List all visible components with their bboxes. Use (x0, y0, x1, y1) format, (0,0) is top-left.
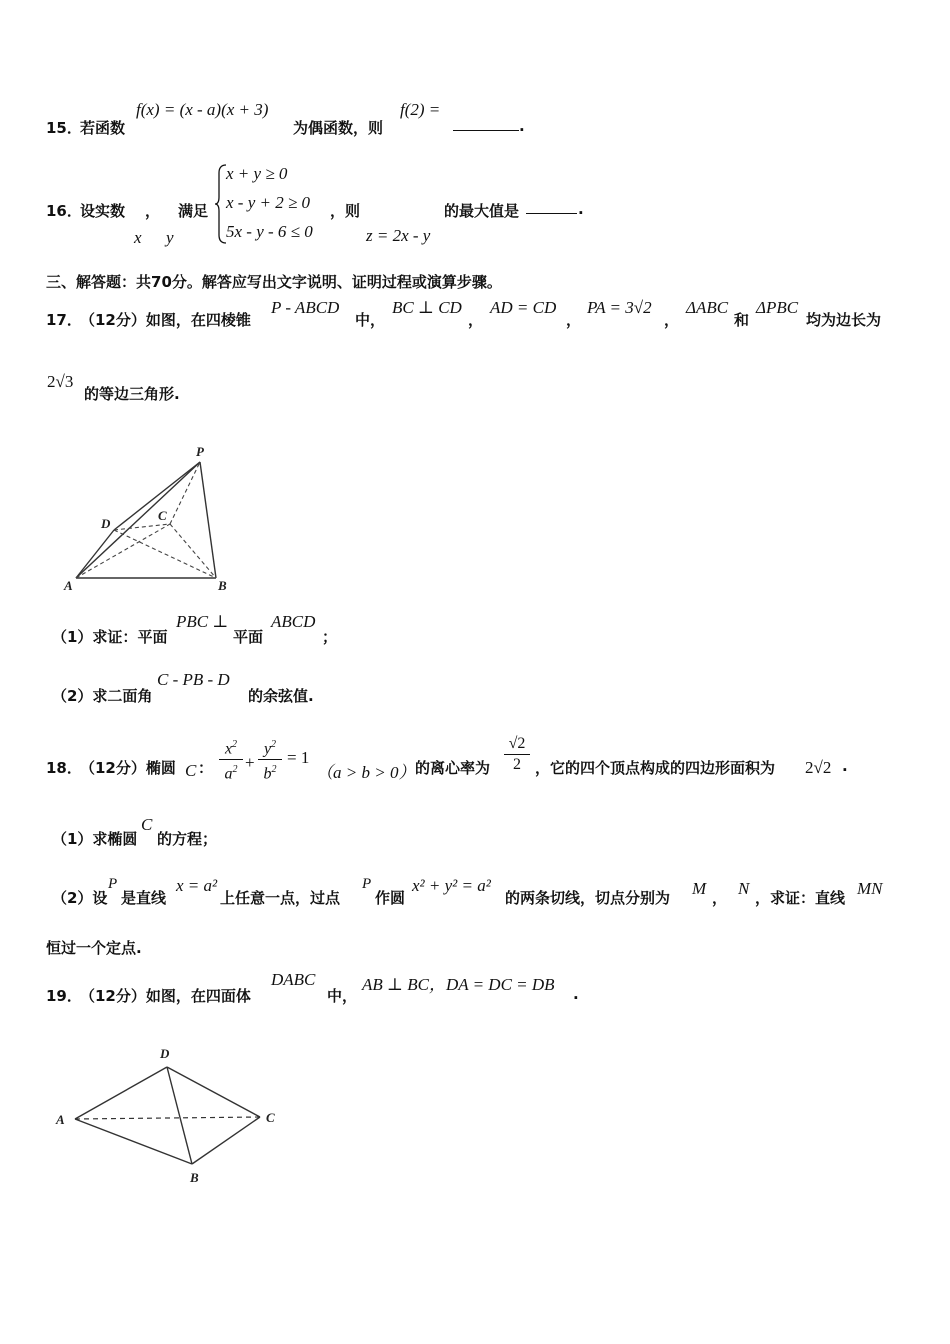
q18-ecc-den: 2 (513, 756, 521, 773)
q18-part2-n: N (738, 879, 750, 898)
q16-text-4: 的最大值是 (444, 202, 520, 220)
q15-text-1: 若函数 (80, 119, 126, 137)
q18-colon: ： (198, 759, 214, 777)
q19-number: 19． (46, 987, 82, 1005)
q15-f2: f(2) = (400, 100, 441, 119)
q18-condition: （a > b > 0） (316, 763, 416, 782)
q19-figure (50, 1040, 290, 1190)
q19-label-b: B (190, 1170, 199, 1185)
section-heading: 三、解答题：共70分。解答应写出文字说明、证明过程或演算步骤。 (46, 273, 502, 291)
q16-constraint-1: x + y ≥ 0 (226, 164, 288, 183)
q18-part2-g: ，求证：直线 (755, 889, 846, 907)
q18-number: 18． (46, 759, 82, 777)
q18-part2-m: M (692, 879, 707, 898)
q18-text-2: ，它的四个顶点构成的四边形面积为 (535, 759, 776, 777)
q17-bc-perp: BC ⊥ CD (392, 298, 462, 317)
q19-tetrahedron: DABC (271, 970, 316, 989)
q17-zhong: 中， (355, 311, 386, 329)
q18-part2-f: ， (712, 889, 728, 907)
q18-text-1: 的离心率为 (415, 759, 491, 777)
q17-triangle-abc: ΔABC (686, 298, 729, 317)
q17-label-b: B (218, 578, 227, 593)
q19-label-d: D (160, 1046, 170, 1061)
q17-part1-pbc: PBC ⊥ (176, 612, 229, 631)
q18-frac-y: $\frac{y^2}{b^2}$ (258, 735, 282, 785)
q18-score: （12分）椭圆 (80, 759, 176, 777)
q17-pa: PA = 3√2 (587, 298, 652, 317)
q19-condition: AB ⊥ BC，DA = DC = DB (362, 975, 555, 994)
q17-pyramid: P - ABCD (271, 298, 340, 317)
q18-part2-line: x = a² (176, 876, 218, 895)
q16-text-2: 满足 (178, 202, 209, 220)
q18-part2-c: 上任意一点，过点 (220, 889, 341, 907)
q17-part1-a: （1）求证：平面 (52, 628, 168, 646)
q19-label-a: A (56, 1112, 65, 1127)
q17-figure (56, 440, 236, 595)
q17-part2-a: （2）求二面角 (52, 687, 153, 705)
q16-text-1: 设实数 (80, 202, 126, 220)
q16-text-3: ，则 (330, 202, 361, 220)
q18-part2-d: 作圆 (375, 889, 406, 907)
q17-score: （12分）如图，在四棱锥 (80, 311, 251, 329)
q15-end: . (519, 117, 525, 135)
q16-objective: z = 2x - y (366, 226, 431, 245)
q18-eccentricity (504, 734, 530, 775)
q15-function: f(x) = (x - a)(x + 3) (136, 100, 269, 119)
q17-part1-b: 平面 (233, 628, 264, 646)
q19-end: . (573, 985, 579, 1003)
q15-number: 15． (46, 119, 82, 137)
q18-part2-mn: MN (857, 879, 883, 898)
q16-constraint-3: 5x - y - 6 ≤ 0 (226, 222, 313, 241)
q17-label-c: C (158, 508, 167, 523)
q17-part2-b: 的余弦值. (248, 687, 314, 705)
q18-part2-p: P (108, 876, 118, 892)
q17-he: 和 (734, 311, 750, 329)
q19-label-c: C (266, 1110, 275, 1125)
q17-comma-1: ， (468, 311, 484, 329)
q17-part1-end: ； (322, 628, 338, 646)
q16-var-y: y (166, 228, 174, 247)
q16-end: . (578, 200, 584, 218)
q17-text-side: 均为边长为 (806, 311, 882, 329)
q18-frac-x: $\frac{x^2}{a^2}$ (219, 735, 243, 785)
q18-part2-e: 的两条切线，切点分别为 (505, 889, 671, 907)
q18-part2-h: 恒过一个定点. (46, 939, 142, 957)
q18-part1-c: C (141, 815, 153, 834)
q18-part2-b: 是直线 (121, 889, 167, 907)
q17-text-equilateral: 的等边三角形. (84, 385, 180, 403)
q17-label-d: D (101, 516, 111, 531)
q16-var-x: x (134, 228, 142, 247)
q17-part1-abcd: ABCD (271, 612, 316, 631)
q16-comma: ， (145, 202, 161, 220)
q18-part2-a: （2）设 (52, 889, 108, 907)
q17-number: 17． (46, 311, 82, 329)
q18-ellipse-c: C (185, 761, 197, 780)
q17-ad-eq: AD = CD (490, 298, 557, 317)
q18-part1-a: （1）求椭圆 (52, 830, 138, 848)
q15-text-2: 为偶函数，则 (293, 119, 384, 137)
q16-answer-blank[interactable] (526, 201, 577, 214)
q16-constraint-2: x - y + 2 ≥ 0 (226, 193, 311, 212)
q17-length: 2√3 (47, 372, 74, 391)
q18-eq-one: = 1 (287, 748, 310, 767)
q18-plus: + (245, 753, 255, 772)
q18-part2-p2: P (362, 876, 372, 892)
q18-part2-circle: x² + y² = a² (412, 876, 491, 895)
q17-part2-angle: C - PB - D (157, 670, 230, 689)
q15-answer-blank[interactable] (453, 118, 519, 131)
q17-triangle-pbc: ΔPBC (756, 298, 799, 317)
q17-comma-2: ， (566, 311, 582, 329)
q18-area: 2√2 (805, 758, 832, 777)
q17-label-a: A (64, 578, 73, 593)
q19-zhong: 中， (327, 987, 358, 1005)
q18-part1-b: 的方程； (157, 830, 218, 848)
q19-score: （12分）如图，在四面体 (80, 987, 251, 1005)
q18-ecc-num: √2 (504, 734, 530, 755)
q18-end: . (842, 757, 848, 775)
q16-number: 16． (46, 202, 82, 220)
q17-comma-3: ， (664, 311, 680, 329)
q17-label-p: P (196, 444, 204, 459)
